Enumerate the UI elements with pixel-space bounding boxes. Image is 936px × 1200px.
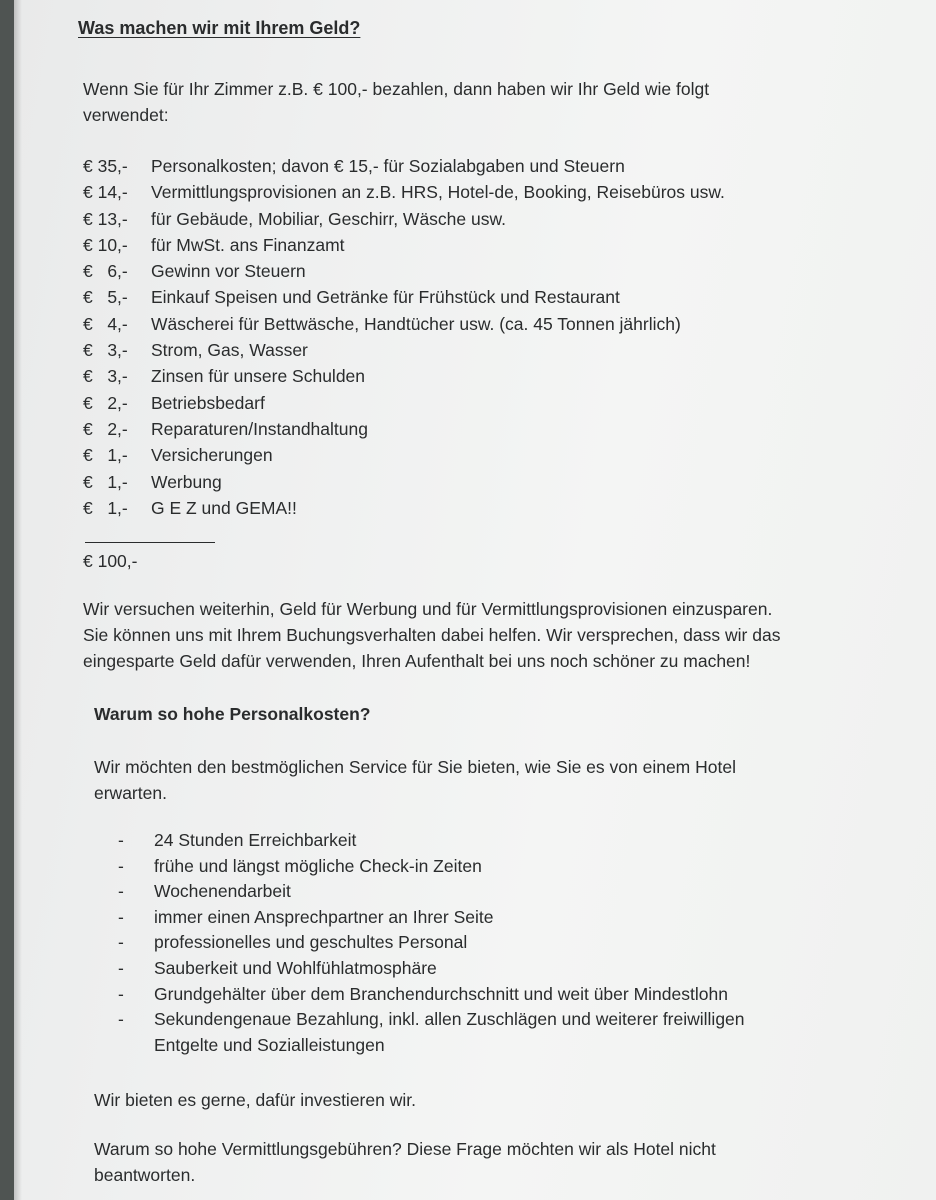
service-paragraph (94, 754, 736, 806)
bullet-item (118, 828, 745, 854)
bullet-dash: - (118, 983, 124, 1004)
cost-item (83, 311, 725, 337)
intro-paragraph (83, 76, 709, 128)
bullet-text: Wochenendarbeit (154, 881, 291, 902)
bullet-text: professionelles und geschultes Personal (154, 932, 468, 953)
bullet-dash: - (118, 881, 124, 902)
cost-amount: € 2,- (83, 418, 128, 439)
personnel-heading: Warum so hohe Personalkosten? (94, 704, 371, 724)
savings-line: Sie können uns mit Ihrem Buchungsverhalten dabei helfen. Wir versprechen, dass wir das (83, 625, 781, 645)
cost-item (83, 442, 725, 468)
cost-item (83, 179, 725, 205)
cost-amount: € 10,- (83, 234, 128, 255)
cost-breakdown-list (83, 153, 725, 521)
cost-label: Zinsen für unsere Schulden (151, 366, 366, 387)
sum-divider (85, 542, 215, 543)
document-page (14, 0, 936, 1200)
cost-item (83, 284, 725, 310)
cost-label: Vermittlungsprovisionen an z.B. HRS, Hotel-de, Booking, Reisebüros usw. (151, 182, 725, 203)
bullet-text: Grundgehälter über dem Branchendurchschnitt und weit über Mindestlohn (154, 983, 728, 1004)
cost-label: für MwSt. ans Finanzamt (151, 234, 345, 255)
cost-amount: € 13,- (83, 208, 128, 229)
cost-label: Wäscherei für Bettwäsche, Handtücher usw. (ca. 45 Tonnen jährlich) (151, 313, 681, 334)
cost-item (83, 495, 725, 521)
cost-label: Strom, Gas, Wasser (151, 340, 308, 361)
cost-amount: € 14,- (83, 182, 128, 203)
savings-paragraph (83, 596, 780, 674)
page-title: Was machen wir mit Ihrem Geld? (78, 18, 361, 38)
bullet-dash: - (118, 957, 124, 978)
cost-item (83, 232, 725, 258)
cost-item (83, 206, 725, 232)
intro-line: verwendet: (83, 105, 169, 125)
bullet-dash: - (118, 932, 124, 953)
bullet-text: 24 Stunden Erreichbarkeit (154, 830, 357, 850)
bullet-dash: - (118, 855, 124, 876)
closing-line: beantworten. (94, 1165, 196, 1185)
bullet-text-continuation: Entgelte und Sozialleistungen (154, 1034, 385, 1055)
bullet-text: Sekundengenaue Bezahlung, inkl. allen Zuschlägen und weiterer freiwilligen (154, 1009, 745, 1030)
service-bullet-list (118, 828, 745, 1058)
invest-sentence: Wir bieten es gerne, dafür investieren wir. (94, 1090, 416, 1110)
savings-line: eingesparte Geld dafür verwenden, Ihren Aufenthalt bei uns noch schöner zu machen! (83, 651, 751, 671)
cost-item (83, 337, 725, 363)
cost-item (83, 390, 725, 416)
cost-label: Reparaturen/Instandhaltung (151, 418, 368, 439)
total-amount: € 100,- (83, 551, 138, 571)
bullet-item (118, 956, 745, 982)
bullet-dash: - (118, 906, 124, 927)
cost-label: Gewinn vor Steuern (151, 261, 306, 282)
cost-label: Betriebsbedarf (151, 392, 265, 413)
cost-amount: € 1,- (83, 471, 128, 492)
cost-item (83, 153, 725, 179)
bullet-item (118, 854, 745, 880)
bullet-text: immer einen Ansprechpartner an Ihrer Seite (154, 906, 494, 927)
bullet-dash: - (118, 1009, 124, 1030)
cost-amount: € 3,- (83, 366, 128, 387)
cost-label: Personalkosten; davon € 15,- für Sozialabgaben und Steuern (151, 156, 625, 176)
closing-paragraph (94, 1136, 716, 1188)
cost-item (83, 363, 725, 389)
cost-label: Versicherungen (151, 445, 273, 466)
bullet-item (118, 879, 745, 905)
cost-label: Werbung (151, 471, 222, 492)
bullet-item (118, 1007, 745, 1058)
cost-item (83, 469, 725, 495)
cost-amount: € 5,- (83, 287, 128, 308)
cost-amount: € 1,- (83, 445, 128, 466)
cost-label: Einkauf Speisen und Getränke für Frühstück und Restaurant (151, 287, 620, 308)
cost-amount: € 1,- (83, 497, 128, 518)
service-line: Wir möchten den bestmöglichen Service für Sie bieten, wie Sie es von einem Hotel (94, 757, 736, 777)
bullet-dash: - (118, 830, 124, 850)
cost-amount: € 2,- (83, 392, 128, 413)
cost-label: G E Z und GEMA!! (151, 497, 297, 518)
bullet-text: frühe und längst mögliche Check-in Zeiten (154, 855, 482, 876)
cost-amount: € 35,- (83, 156, 128, 176)
bullet-item (118, 905, 745, 931)
bullet-item (118, 930, 745, 956)
intro-line: Wenn Sie für Ihr Zimmer z.B. € 100,- bezahlen, dann haben wir Ihr Geld wie folgt (83, 79, 710, 99)
closing-line: Warum so hohe Vermittlungsgebühren? Diese Frage möchten wir als Hotel nicht (94, 1139, 716, 1159)
cost-item (83, 416, 725, 442)
bullet-item (118, 982, 745, 1008)
bullet-text: Sauberkeit und Wohlfühlatmosphäre (154, 957, 437, 978)
cost-amount: € 4,- (83, 313, 128, 334)
cost-amount: € 6,- (83, 261, 128, 282)
cost-item (83, 258, 725, 284)
cost-label: für Gebäude, Mobiliar, Geschirr, Wäsche usw. (151, 208, 507, 229)
cost-amount: € 3,- (83, 340, 128, 361)
savings-line: Wir versuchen weiterhin, Geld für Werbung und für Vermittlungsprovisionen einzusparen. (83, 599, 773, 619)
service-line: erwarten. (94, 783, 167, 803)
